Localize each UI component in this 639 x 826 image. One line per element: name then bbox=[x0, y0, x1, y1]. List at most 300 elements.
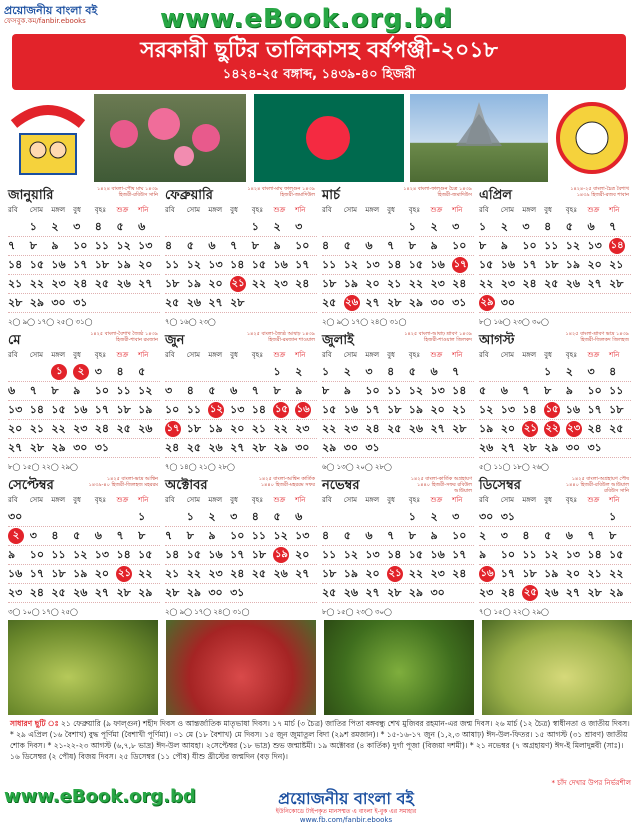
day-number: ১১ bbox=[609, 383, 624, 397]
day-number: ১৪ bbox=[452, 383, 467, 397]
day-number: ১৯ bbox=[343, 566, 358, 580]
day-cell bbox=[566, 237, 588, 256]
moon-phase-row: ৫◯ ১১◯ ১৮◯ ২৬◯ bbox=[479, 463, 549, 471]
day-cell bbox=[138, 237, 160, 256]
week-row bbox=[165, 256, 317, 275]
day-cell bbox=[387, 256, 409, 275]
day-cell bbox=[609, 238, 631, 254]
week-row bbox=[322, 401, 474, 420]
day-cell bbox=[116, 420, 138, 439]
day-number: ৩০ bbox=[8, 509, 23, 523]
day-number: ১৯ bbox=[73, 566, 88, 580]
month-era-note: ১৪২৪ বাংলা-মাঘ ফাল্গুন ১৪৩৯ হিজরী-জমাদিউল bbox=[247, 186, 315, 198]
weekday-header bbox=[8, 349, 160, 361]
weekday-label: শনি bbox=[609, 351, 620, 359]
day-number: ১৯ bbox=[138, 402, 153, 416]
week-row bbox=[165, 565, 317, 584]
weekday-label: বৃহঃ bbox=[251, 206, 264, 214]
day-number: ১৫ bbox=[251, 257, 267, 271]
day-cell bbox=[587, 401, 609, 420]
day-cell bbox=[230, 584, 252, 603]
day-number: ২ bbox=[73, 364, 89, 380]
day-number: ৩০ bbox=[430, 295, 445, 309]
day-cell bbox=[544, 237, 566, 256]
day-number: ২৬ bbox=[344, 295, 360, 311]
month-name: সেপ্টেম্বর bbox=[8, 478, 54, 493]
day-cell bbox=[365, 237, 387, 256]
day-cell bbox=[51, 565, 73, 584]
weekday-label: বৃহঃ bbox=[94, 496, 107, 504]
day-cell bbox=[187, 439, 209, 458]
day-cell bbox=[501, 508, 523, 527]
day-number: ২ bbox=[51, 219, 59, 233]
day-cell bbox=[544, 218, 566, 237]
brand-bottom-title: প্রয়োজনীয় বাংলা বই bbox=[278, 789, 414, 808]
day-number: ৭ bbox=[116, 528, 124, 542]
day-cell bbox=[187, 275, 209, 294]
day-number: ১৭ bbox=[587, 402, 602, 416]
day-cell bbox=[165, 237, 187, 256]
moon-phase-row: ৬◯ ১৩◯ ২০◯ ২৮◯ bbox=[322, 463, 392, 471]
day-cell bbox=[165, 382, 187, 401]
day-cell bbox=[138, 275, 160, 294]
day-cell bbox=[409, 382, 431, 401]
day-number: ২০ bbox=[94, 566, 110, 580]
week-row bbox=[8, 584, 160, 603]
day-number: ২১ bbox=[609, 257, 624, 271]
weekday-label: রবি bbox=[322, 206, 332, 214]
moon-phase-row: ২◯ ৯◯ ১৭◯ ২৪◯ ৩১◯ bbox=[165, 608, 250, 616]
day-number: ৭ bbox=[165, 528, 173, 542]
day-cell bbox=[522, 421, 544, 437]
day-number: ১২ bbox=[208, 402, 224, 418]
weekday-label: বুধ bbox=[544, 496, 552, 504]
weekday-label: বৃহঃ bbox=[251, 496, 264, 504]
day-cell bbox=[51, 527, 73, 546]
weekday-label: সোম bbox=[186, 496, 201, 504]
day-number: ২৯ bbox=[186, 585, 201, 599]
month-block bbox=[8, 331, 160, 473]
weekday-label: বৃহঃ bbox=[565, 496, 578, 504]
day-cell bbox=[544, 402, 566, 418]
day-cell bbox=[8, 508, 30, 527]
day-number: ২৭ bbox=[230, 440, 245, 454]
month-era-note: ১৪২৫ বাংলা-কার্তিক অগ্রহায়ণ ১৪৪০ হিজরী-সফর রবিউল আউয়াল bbox=[410, 476, 472, 494]
day-number: ৩১ bbox=[452, 295, 467, 309]
day-cell bbox=[230, 439, 252, 458]
day-number: ৪ bbox=[251, 509, 259, 523]
day-number: ১১ bbox=[522, 547, 537, 561]
day-cell bbox=[230, 420, 252, 439]
day-cell bbox=[322, 382, 344, 401]
month-block bbox=[479, 476, 631, 618]
day-cell bbox=[322, 363, 344, 382]
week-row bbox=[165, 401, 317, 420]
weekday-label: বৃহঃ bbox=[94, 206, 107, 214]
day-number: ১৪ bbox=[29, 402, 44, 416]
day-cell bbox=[344, 237, 366, 256]
day-cell bbox=[8, 237, 30, 256]
day-cell bbox=[609, 508, 631, 527]
day-number: ২৪ bbox=[73, 276, 88, 290]
day-cell bbox=[230, 546, 252, 565]
day-number: ২১ bbox=[522, 421, 538, 437]
day-number: ৩০ bbox=[565, 440, 581, 454]
day-number: ৫ bbox=[479, 383, 487, 397]
day-cell bbox=[365, 439, 387, 458]
day-cell bbox=[430, 420, 452, 439]
day-number: ২৭ bbox=[94, 585, 110, 599]
day-cell bbox=[252, 256, 274, 275]
day-cell bbox=[587, 256, 609, 275]
day-cell bbox=[566, 584, 588, 603]
weekday-label: বুধ bbox=[73, 351, 81, 359]
day-number: ৫ bbox=[343, 528, 351, 542]
weekday-label: বুধ bbox=[73, 496, 81, 504]
day-number: ২ bbox=[430, 509, 438, 523]
day-cell bbox=[344, 584, 366, 603]
month-block bbox=[322, 331, 474, 473]
day-cell bbox=[430, 565, 452, 584]
weekday-label: বুধ bbox=[230, 351, 238, 359]
weekday-label: শুক্র bbox=[587, 496, 600, 504]
weekday-header bbox=[165, 204, 317, 216]
weekday-header bbox=[165, 494, 317, 506]
mango-photo bbox=[8, 620, 158, 715]
day-number: ২০ bbox=[138, 257, 153, 271]
day-cell bbox=[452, 527, 474, 546]
day-cell bbox=[187, 527, 209, 546]
day-number: ৪ bbox=[387, 364, 395, 378]
day-number: ৪ bbox=[544, 219, 552, 233]
day-cell bbox=[95, 218, 117, 237]
week-row bbox=[165, 294, 317, 313]
day-number: ৭ bbox=[609, 219, 617, 233]
day-number: ২৫ bbox=[165, 295, 180, 309]
day-number: ১ bbox=[29, 219, 37, 233]
day-cell bbox=[208, 294, 230, 313]
day-cell bbox=[587, 439, 609, 458]
week-row bbox=[8, 218, 160, 237]
day-cell bbox=[8, 256, 30, 275]
day-number: ২৮ bbox=[522, 440, 537, 454]
day-number: ১১ bbox=[544, 238, 559, 252]
day-cell bbox=[252, 527, 274, 546]
day-number: ২৯ bbox=[51, 440, 66, 454]
day-cell bbox=[344, 565, 366, 584]
watermark-top: www.eBook.org.bd bbox=[160, 4, 454, 34]
day-number: ২ bbox=[208, 509, 216, 523]
day-number: ১১ bbox=[322, 257, 337, 271]
day-cell bbox=[252, 565, 274, 584]
day-number: ২৮ bbox=[387, 295, 402, 309]
weekday-label: বুধ bbox=[544, 206, 552, 214]
week-row bbox=[322, 508, 474, 527]
day-cell bbox=[479, 382, 501, 401]
day-grid bbox=[479, 508, 631, 603]
day-cell bbox=[544, 275, 566, 294]
day-number: ২৭ bbox=[295, 566, 310, 580]
day-cell bbox=[479, 256, 501, 275]
day-cell bbox=[30, 275, 52, 294]
day-cell bbox=[30, 382, 52, 401]
day-cell bbox=[609, 527, 631, 546]
day-cell bbox=[273, 547, 295, 563]
day-number: ৮ bbox=[408, 238, 416, 252]
day-cell bbox=[566, 421, 588, 437]
day-cell bbox=[165, 584, 187, 603]
day-cell bbox=[165, 546, 187, 565]
week-row bbox=[165, 584, 317, 603]
day-number: ১৩ bbox=[365, 547, 380, 561]
day-cell bbox=[452, 546, 474, 565]
day-cell bbox=[544, 546, 566, 565]
education-for-all-logo bbox=[8, 94, 88, 182]
day-cell bbox=[566, 439, 588, 458]
day-number: ২২ bbox=[609, 566, 624, 580]
day-cell bbox=[295, 565, 317, 584]
day-number: ৬ bbox=[565, 528, 573, 542]
day-cell bbox=[452, 257, 474, 273]
week-row bbox=[479, 256, 631, 275]
day-number: ৪ bbox=[322, 238, 330, 252]
weekday-label: রবি bbox=[8, 206, 18, 214]
day-number: ৬ bbox=[295, 509, 303, 523]
month-block bbox=[165, 186, 317, 328]
month-era-note: ১৪২৫ বাংলা-অগ্রহায়ণ পৌষ ১৪৪০ হিজরী-রবিউল আউয়াল রবিউস সানি bbox=[565, 476, 629, 494]
day-cell bbox=[430, 584, 452, 603]
day-number: ১২ bbox=[116, 238, 131, 252]
day-number: ২৯ bbox=[273, 440, 288, 454]
day-number: ৪ bbox=[522, 528, 530, 542]
day-number: ৩০ bbox=[500, 295, 515, 309]
day-number: ৩ bbox=[452, 509, 460, 523]
day-cell bbox=[609, 546, 631, 565]
day-number: ১৫ bbox=[408, 547, 424, 561]
day-cell bbox=[479, 527, 501, 546]
day-number: ১৩ bbox=[208, 257, 223, 271]
day-cell bbox=[409, 420, 431, 439]
day-number: ১৪ bbox=[230, 257, 245, 271]
weekday-label: বুধ bbox=[73, 206, 81, 214]
weekday-label: মঙ্গল bbox=[522, 351, 537, 359]
day-number: ২৯ bbox=[544, 440, 559, 454]
day-number: ১৯ bbox=[343, 276, 358, 290]
page-subtitle: ১৪২৪-২৫ বঙ্গাব্দ, ১৪৩৯-৪০ হিজরী bbox=[222, 67, 416, 82]
weekday-label: রবি bbox=[8, 496, 18, 504]
week-row bbox=[8, 508, 160, 527]
month-name: জুলাই bbox=[322, 333, 354, 348]
day-number: ৮ bbox=[544, 383, 552, 397]
day-cell bbox=[522, 256, 544, 275]
day-cell bbox=[566, 382, 588, 401]
weekday-label: মঙ্গল bbox=[51, 206, 66, 214]
weekday-label: শুক্র bbox=[116, 351, 129, 359]
day-cell bbox=[273, 402, 295, 418]
day-cell bbox=[587, 527, 609, 546]
day-cell bbox=[566, 256, 588, 275]
day-cell bbox=[116, 382, 138, 401]
day-cell bbox=[230, 276, 252, 292]
day-number: ২০ bbox=[8, 421, 23, 435]
day-number: ২৬ bbox=[208, 440, 223, 454]
weekday-label: সোম bbox=[186, 206, 201, 214]
day-number: ২০ bbox=[365, 566, 380, 580]
day-cell bbox=[73, 420, 95, 439]
day-number: ১০ bbox=[165, 402, 180, 416]
day-cell bbox=[522, 585, 544, 601]
day-number: ২১ bbox=[587, 566, 602, 580]
day-number: ২১ bbox=[116, 566, 132, 582]
day-number: ৩ bbox=[452, 219, 460, 233]
day-cell bbox=[51, 256, 73, 275]
weekday-label: শনি bbox=[609, 496, 620, 504]
week-row bbox=[165, 237, 317, 256]
day-cell bbox=[51, 237, 73, 256]
day-number: ১০ bbox=[452, 238, 467, 252]
day-cell bbox=[295, 363, 317, 382]
day-cell bbox=[409, 237, 431, 256]
week-row bbox=[165, 363, 317, 382]
day-cell bbox=[73, 275, 95, 294]
day-cell bbox=[165, 439, 187, 458]
day-cell bbox=[30, 218, 52, 237]
day-number: ১৯ bbox=[273, 547, 289, 563]
day-number: ১৮ bbox=[609, 402, 624, 416]
weekday-label: বৃহঃ bbox=[565, 206, 578, 214]
month-block bbox=[8, 186, 160, 328]
day-cell bbox=[30, 237, 52, 256]
day-cell bbox=[273, 256, 295, 275]
weekday-header bbox=[479, 349, 631, 361]
day-number: ২৩ bbox=[208, 566, 223, 580]
day-cell bbox=[522, 382, 544, 401]
day-cell bbox=[138, 363, 160, 382]
day-number: ৩১ bbox=[365, 440, 380, 454]
day-number: ১৫ bbox=[29, 257, 44, 271]
day-cell bbox=[387, 401, 409, 420]
day-cell bbox=[252, 439, 274, 458]
day-cell bbox=[187, 382, 209, 401]
month-era-note: ১৪২৫ বাংলা-আষাঢ় শ্রাবণ ১৪৩৯ হিজরী-শাওয়াল জিলকদ bbox=[404, 331, 472, 343]
week-row bbox=[479, 508, 631, 527]
day-number: ২৫ bbox=[116, 421, 131, 435]
day-cell bbox=[479, 508, 501, 527]
day-cell bbox=[522, 439, 544, 458]
day-number: ২১ bbox=[8, 276, 23, 290]
day-number: ৮ bbox=[609, 528, 617, 542]
week-row bbox=[322, 363, 474, 382]
day-cell bbox=[208, 382, 230, 401]
week-row bbox=[479, 439, 631, 458]
weekday-label: শনি bbox=[452, 496, 463, 504]
day-cell bbox=[501, 527, 523, 546]
weekday-label: বৃহঃ bbox=[408, 351, 421, 359]
day-cell bbox=[208, 402, 230, 418]
day-number: ২৭ bbox=[430, 421, 445, 435]
day-cell bbox=[30, 584, 52, 603]
day-number: ৩১ bbox=[73, 295, 88, 309]
day-number: ১৩ bbox=[587, 238, 602, 252]
day-cell bbox=[522, 527, 544, 546]
day-cell bbox=[73, 218, 95, 237]
day-cell bbox=[322, 256, 344, 275]
day-cell bbox=[566, 546, 588, 565]
day-number: ২২ bbox=[51, 421, 66, 435]
day-number: ১ bbox=[408, 509, 416, 523]
week-row bbox=[165, 439, 317, 458]
day-cell bbox=[95, 256, 117, 275]
day-number: ২ bbox=[430, 219, 438, 233]
day-number: ৪ bbox=[609, 364, 617, 378]
week-row bbox=[479, 218, 631, 237]
weekday-label: শনি bbox=[138, 496, 149, 504]
day-number: ৯ bbox=[500, 238, 508, 252]
day-number: ১৮ bbox=[165, 276, 180, 290]
moon-phase-row: ৮◯ ১৫◯ ২২◯ ২৯◯ bbox=[8, 463, 78, 471]
day-number: ১৮ bbox=[544, 257, 559, 271]
day-number: ২৩ bbox=[8, 585, 23, 599]
day-number: ৬ bbox=[230, 383, 238, 397]
day-number: ১ bbox=[251, 219, 259, 233]
day-cell bbox=[138, 546, 160, 565]
day-cell bbox=[452, 237, 474, 256]
day-cell bbox=[73, 565, 95, 584]
week-row bbox=[8, 546, 160, 565]
weekday-label: বৃহঃ bbox=[408, 496, 421, 504]
day-cell bbox=[387, 237, 409, 256]
day-cell bbox=[73, 256, 95, 275]
day-cell bbox=[273, 237, 295, 256]
holiday-list bbox=[10, 718, 630, 762]
day-cell bbox=[501, 218, 523, 237]
day-number: ১৩ bbox=[230, 402, 245, 416]
day-cell bbox=[230, 294, 252, 313]
weekday-label: মঙ্গল bbox=[51, 351, 66, 359]
guava-photo bbox=[482, 620, 632, 715]
day-cell bbox=[322, 565, 344, 584]
month-name: আগস্ট bbox=[479, 333, 515, 348]
day-number: ২৪ bbox=[29, 585, 44, 599]
day-number: ১৪ bbox=[522, 402, 537, 416]
weekday-label: মঙ্গল bbox=[365, 351, 380, 359]
week-row bbox=[8, 363, 160, 382]
day-cell bbox=[187, 237, 209, 256]
day-number: ৩১ bbox=[587, 440, 602, 454]
day-cell bbox=[409, 363, 431, 382]
day-number: ৪ bbox=[186, 383, 194, 397]
day-number: ৮ bbox=[408, 528, 416, 542]
day-cell bbox=[452, 218, 474, 237]
moon-sighting-note: * চাঁদ দেখার উপর নির্ভরশীল bbox=[551, 779, 631, 787]
day-cell bbox=[165, 294, 187, 313]
week-row bbox=[479, 584, 631, 603]
day-cell bbox=[8, 546, 30, 565]
day-number: ২৮ bbox=[8, 295, 23, 309]
day-cell bbox=[365, 546, 387, 565]
day-number: ১৪ bbox=[165, 547, 180, 561]
week-row bbox=[479, 294, 631, 313]
day-number: ৫ bbox=[73, 528, 81, 542]
day-cell bbox=[73, 546, 95, 565]
day-number: ১৪ bbox=[387, 547, 402, 561]
weekday-label: সোম bbox=[29, 351, 44, 359]
day-number: ১৯ bbox=[208, 421, 223, 435]
day-cell bbox=[208, 565, 230, 584]
day-number: ২৮ bbox=[609, 276, 624, 290]
day-number: ২৪ bbox=[94, 421, 110, 435]
day-number: ১৭ bbox=[500, 566, 515, 580]
